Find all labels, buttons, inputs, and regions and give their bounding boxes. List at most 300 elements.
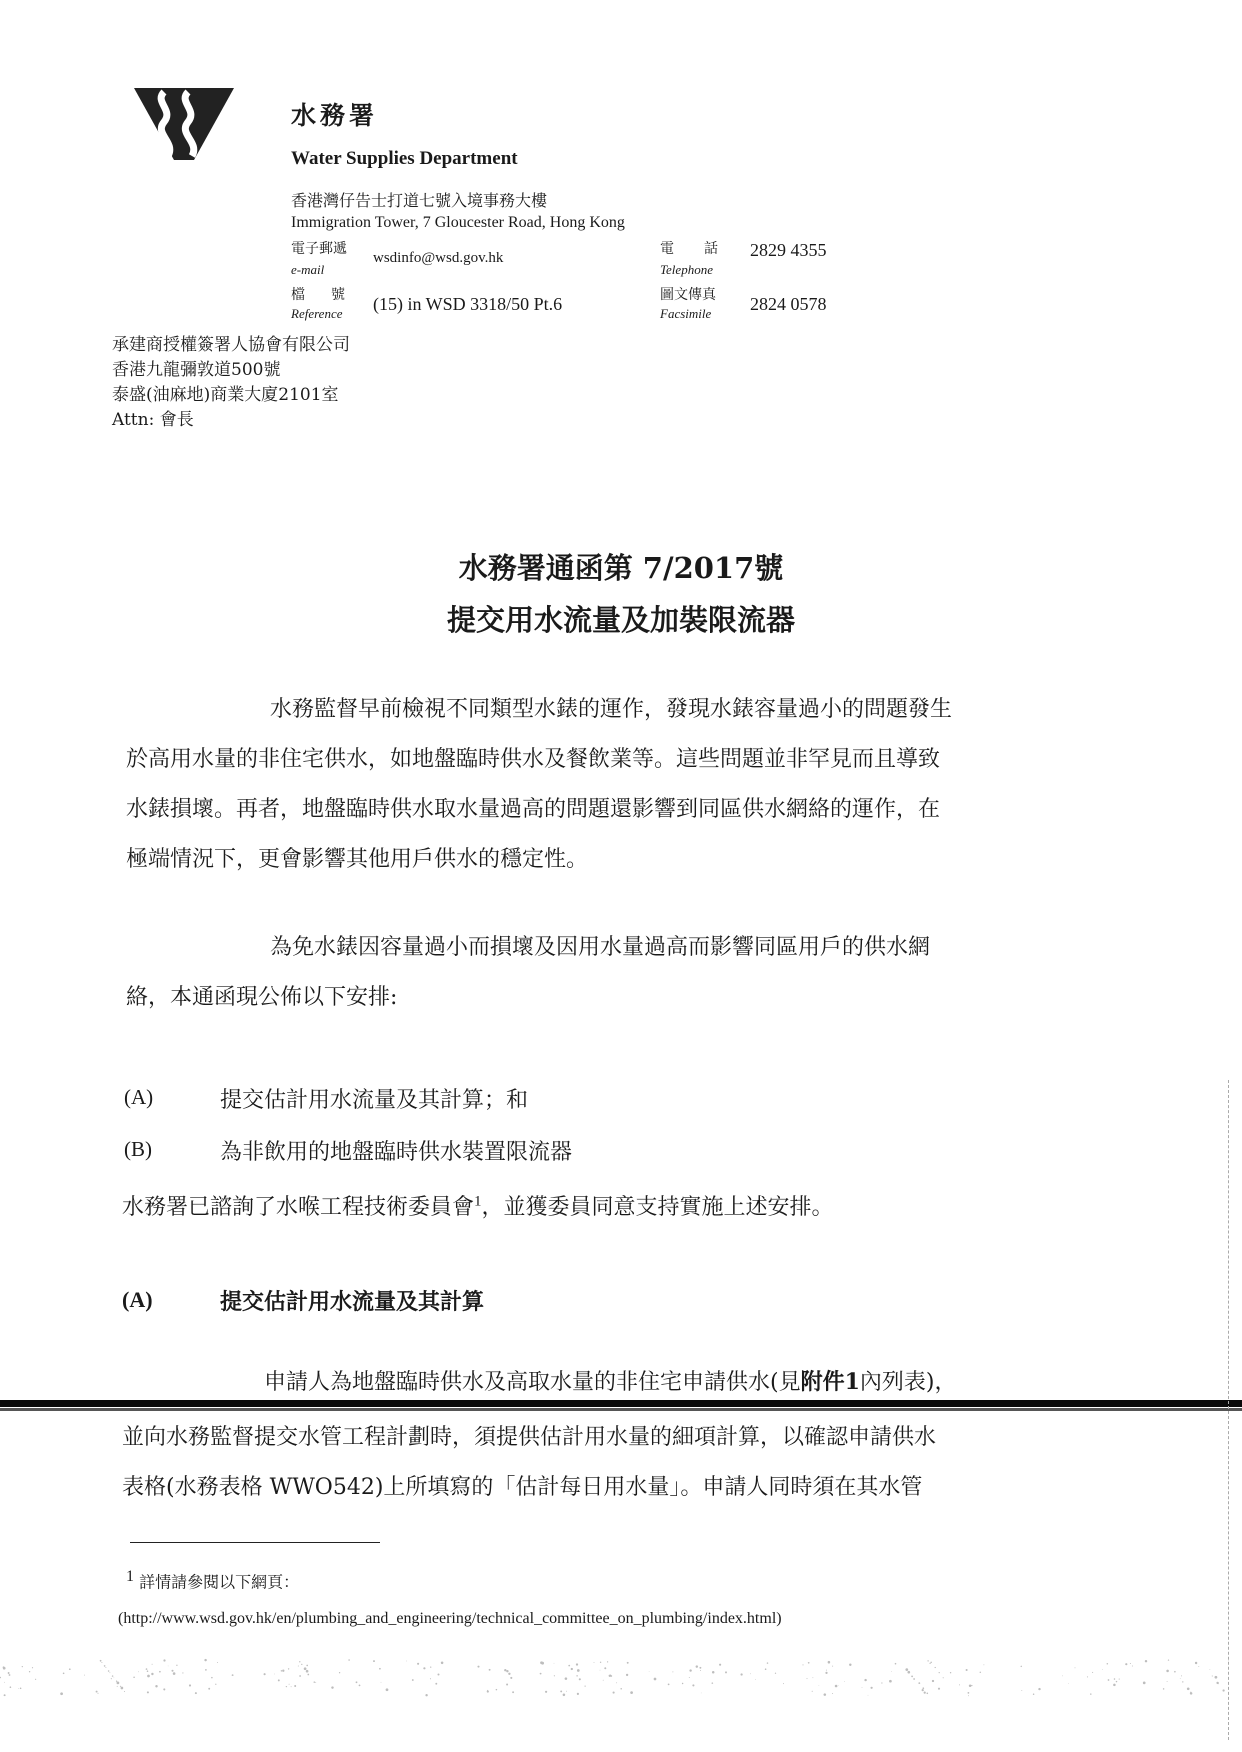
noise-dot — [307, 1674, 309, 1676]
noise-dot — [938, 1688, 940, 1690]
noise-dot — [504, 1669, 506, 1671]
noise-dot — [232, 1674, 234, 1676]
noise-dot — [69, 1668, 71, 1670]
telephone-value: 2829 4355 — [750, 240, 827, 260]
noise-dot — [929, 1663, 930, 1664]
noise-dot — [1119, 1679, 1120, 1680]
noise-dot — [775, 1673, 776, 1674]
address-zh: 香港灣仔告士打道七號入境事務大樓 — [291, 191, 548, 210]
footnote-text: 詳情請參閱以下網頁： — [139, 1572, 300, 1592]
noise-dot — [806, 1678, 807, 1679]
noise-dot — [1222, 1689, 1224, 1691]
paragraph-1-line: 水務監督早前檢視不同類型水錶的運作，發現水錶容量過小的問題發生 — [270, 697, 953, 722]
noise-dot — [117, 1682, 120, 1685]
noise-dot — [124, 1691, 125, 1692]
noise-dot — [111, 1678, 112, 1679]
noise-dot — [1038, 1688, 1040, 1690]
noise-dot — [1116, 1681, 1117, 1682]
fax-value: 2824 0578 — [750, 294, 827, 314]
noise-dot — [506, 1683, 508, 1685]
noise-dot — [96, 1691, 98, 1693]
footnote-divider — [130, 1542, 380, 1543]
noise-dot — [1132, 1666, 1133, 1667]
reference-value: (15) in WSD 3318/50 Pt.6 — [373, 294, 563, 314]
noise-dot — [294, 1685, 296, 1687]
department-name-en: Water Supplies Department — [291, 148, 518, 169]
noise-dot — [824, 1693, 827, 1696]
noise-dot — [540, 1673, 542, 1675]
noise-dot — [1075, 1667, 1076, 1668]
addressee-line: 泰盛(油麻地)商業大廈2101室 — [112, 385, 339, 405]
noise-dot — [913, 1678, 915, 1680]
noise-dot — [844, 1681, 845, 1682]
noise-dot — [849, 1664, 851, 1666]
noise-dot — [10, 1686, 12, 1688]
noise-dot — [627, 1662, 629, 1664]
noise-dot — [870, 1687, 872, 1689]
noise-dot — [110, 1672, 111, 1673]
wsd-logo — [134, 88, 234, 160]
noise-dot — [826, 1670, 827, 1671]
noise-dot — [864, 1679, 866, 1681]
noise-dot — [755, 1679, 756, 1680]
noise-dot — [356, 1681, 358, 1683]
noise-dot — [862, 1687, 863, 1688]
noise-dot — [838, 1685, 839, 1686]
footnote-reference[interactable]: 1 — [474, 1193, 482, 1210]
section-a-letter: (A) — [122, 1287, 153, 1312]
noise-dot — [306, 1670, 309, 1673]
noise-dot — [560, 1690, 562, 1692]
noise-dot — [835, 1685, 838, 1688]
noise-dot — [512, 1691, 514, 1693]
noise-dot — [430, 1678, 431, 1679]
noise-dot — [819, 1685, 820, 1686]
noise-dot — [922, 1689, 924, 1691]
department-name-zh: 水務署 — [291, 101, 379, 130]
noise-dot — [147, 1670, 149, 1672]
fax-label-en: Facsimile — [660, 306, 712, 321]
noise-dot — [613, 1692, 615, 1694]
noise-dot — [105, 1667, 106, 1668]
noise-dot — [1143, 1682, 1146, 1685]
noise-dot — [204, 1659, 206, 1661]
noise-dot — [585, 1686, 586, 1687]
noise-dot — [117, 1686, 118, 1687]
noise-dot — [278, 1679, 280, 1681]
noise-dot — [1168, 1659, 1169, 1660]
telephone-label-en: Telephone — [660, 262, 713, 277]
noise-dot — [577, 1693, 579, 1695]
noise-dot — [604, 1667, 606, 1669]
address-en: Immigration Tower, 7 Gloucester Road, Hong Kong — [291, 214, 625, 231]
paragraph-1-line: 極端情況下，更會影響其他用戶供水的穩定性。 — [126, 847, 589, 872]
noise-dot — [725, 1671, 727, 1673]
circular-title: 水務署通函第 7/2017號 — [458, 551, 784, 585]
noise-dot — [610, 1675, 612, 1677]
noise-dot — [654, 1678, 657, 1681]
noise-dot — [966, 1669, 968, 1671]
noise-dot — [412, 1679, 414, 1681]
noise-dot — [97, 1693, 98, 1694]
noise-dot — [104, 1665, 106, 1667]
noise-dot — [905, 1668, 908, 1671]
noise-dot — [359, 1685, 361, 1687]
noise-dot — [576, 1675, 577, 1676]
noise-dot — [1145, 1660, 1147, 1662]
noise-dot — [114, 1677, 115, 1678]
noise-dot — [168, 1666, 169, 1667]
noise-dot — [1174, 1671, 1176, 1673]
noise-dot — [205, 1669, 207, 1671]
noise-dot — [301, 1664, 302, 1665]
noise-dot — [1210, 1669, 1211, 1670]
list-item-letter: (A) — [124, 1085, 154, 1109]
noise-dot — [939, 1672, 940, 1673]
noise-dot — [1114, 1678, 1116, 1680]
noise-dot — [22, 1666, 23, 1667]
noise-dot — [1218, 1683, 1219, 1684]
noise-dot — [1107, 1663, 1109, 1665]
noise-dot — [1181, 1675, 1182, 1676]
noise-dot — [980, 1672, 981, 1673]
annex-reference: 附件1 — [800, 1369, 860, 1395]
noise-dot — [417, 1663, 419, 1665]
noise-dot — [315, 1682, 316, 1683]
noise-dot — [487, 1690, 489, 1692]
noise-dot — [943, 1677, 944, 1678]
fax-label-zh: 圖文傳真 — [660, 287, 716, 303]
noise-dot — [767, 1662, 768, 1663]
noise-dot — [689, 1669, 691, 1671]
noise-dot — [116, 1681, 117, 1682]
noise-dot — [813, 1677, 814, 1678]
paragraph-4-text: 申請人為地盤臨時供水及高取水量的非住宅申請供水(見 — [264, 1370, 801, 1395]
noise-dot — [868, 1695, 869, 1696]
noise-dot — [554, 1675, 555, 1676]
noise-dot — [918, 1682, 920, 1684]
noise-dot — [1087, 1676, 1088, 1677]
noise-dot — [699, 1667, 701, 1669]
noise-dot — [112, 1675, 113, 1676]
noise-dot — [121, 1687, 124, 1690]
noise-dot — [672, 1671, 673, 1672]
paragraph-4-text: 內列表)， — [859, 1370, 957, 1395]
noise-dot — [182, 1672, 183, 1673]
noise-dot — [1102, 1669, 1103, 1670]
noise-dot — [600, 1662, 601, 1663]
noise-dot — [689, 1677, 690, 1678]
noise-dot — [924, 1692, 926, 1694]
noise-dot — [571, 1668, 573, 1670]
noise-dot — [151, 1673, 153, 1675]
noise-dot — [889, 1680, 892, 1683]
noise-dot — [159, 1671, 161, 1673]
noise-dot — [600, 1670, 601, 1671]
noise-dot — [740, 1673, 742, 1675]
noise-dot — [568, 1665, 570, 1667]
noise-dot — [306, 1665, 308, 1667]
noise-dot — [1187, 1687, 1190, 1690]
noise-dot — [101, 1662, 102, 1663]
email-value: wsdinfo@wsd.gov.hk — [373, 250, 504, 266]
noise-dot — [32, 1667, 33, 1668]
noise-dot — [163, 1688, 165, 1690]
noise-dot — [379, 1668, 381, 1670]
noise-dot — [1198, 1666, 1199, 1667]
noise-dot — [163, 1659, 165, 1661]
noise-dot — [620, 1688, 622, 1690]
list-item-letter: (B) — [124, 1137, 152, 1161]
scan-noise — [0, 1658, 1242, 1698]
noise-dot — [173, 1672, 176, 1675]
noise-dot — [968, 1695, 969, 1696]
noise-dot — [120, 1686, 121, 1687]
noise-dot — [682, 1683, 683, 1684]
noise-dot — [8, 1672, 10, 1674]
noise-dot — [430, 1666, 431, 1667]
noise-dot — [1180, 1678, 1181, 1679]
noise-dot — [289, 1684, 290, 1685]
noise-dot — [712, 1671, 715, 1674]
noise-dot — [506, 1670, 508, 1672]
noise-dot — [577, 1669, 580, 1672]
noise-dot — [147, 1675, 150, 1678]
addressee-line: Attn: 會長 — [112, 410, 194, 430]
noise-dot — [696, 1665, 698, 1667]
noise-dot — [373, 1660, 375, 1662]
noise-dot — [63, 1672, 65, 1674]
noise-dot — [1167, 1681, 1168, 1682]
noise-dot — [437, 1673, 439, 1675]
noise-dot — [968, 1692, 970, 1694]
noise-dot — [832, 1693, 833, 1694]
noise-dot — [603, 1680, 604, 1681]
reference-label-en: Reference — [291, 306, 343, 321]
noise-dot — [4, 1694, 6, 1696]
noise-dot — [152, 1664, 153, 1665]
noise-dot — [983, 1664, 984, 1665]
noise-dot — [435, 1683, 437, 1685]
list-item-text: 提交估計用水流量及其計算；和 — [220, 1088, 529, 1113]
noise-dot — [969, 1684, 972, 1687]
noise-dot — [825, 1672, 827, 1674]
noise-dot — [1090, 1693, 1091, 1694]
noise-dot — [282, 1670, 284, 1672]
noise-dot — [554, 1663, 555, 1664]
noise-dot — [496, 1689, 498, 1691]
noise-dot — [264, 1673, 266, 1675]
footnote — [126, 1568, 299, 1592]
paragraph-2-line: 為免水錶因容量過小而損壞及因用水量過高而影響同區用戶的供水網 — [270, 935, 931, 960]
noise-dot — [1166, 1670, 1169, 1673]
noise-dot — [765, 1668, 767, 1670]
paragraph-1-line: 水錶損壞。再者，地盤臨時供水取水量過高的問題還影響到同區供水網絡的運作，在 — [126, 797, 941, 822]
noise-dot — [668, 1684, 670, 1686]
noise-dot — [489, 1669, 491, 1671]
noise-dot — [425, 1694, 427, 1696]
noise-dot — [895, 1663, 897, 1665]
paragraph-4-line: 表格(水務表格 WWO542)上所填寫的「估計每日用水量」。申請人同時須在其水管 — [122, 1475, 923, 1500]
paragraph-3-text: ，並獲委員同意支持實施上述安排。 — [481, 1195, 834, 1220]
paragraph-3-text: 水務署已諮詢了水喉工程技術委員會 — [122, 1195, 475, 1220]
noise-dot — [1125, 1663, 1127, 1665]
noise-dot — [288, 1668, 289, 1669]
noise-dot — [1130, 1663, 1131, 1664]
noise-dot — [281, 1670, 282, 1671]
scan-artifact-shadow — [0, 1408, 1242, 1411]
noise-dot — [932, 1680, 934, 1682]
noise-dot — [406, 1661, 407, 1662]
paragraph-2-line: 絡，本通函現公佈以下安排: — [126, 985, 398, 1010]
noise-dot — [286, 1686, 287, 1687]
noise-dot — [1163, 1688, 1165, 1690]
noise-dot — [314, 1681, 316, 1683]
noise-dot — [477, 1666, 479, 1668]
telephone-label-zh: 電 話 — [660, 241, 726, 257]
circular-subtitle: 提交用水流量及加裝限流器 — [446, 603, 795, 637]
noise-dot — [935, 1667, 936, 1668]
noise-dot — [147, 1691, 149, 1693]
addressee-line: 香港九龍彌敦道500號 — [112, 360, 281, 380]
noise-dot — [208, 1688, 210, 1690]
noise-dot — [828, 1661, 831, 1664]
noise-dot — [60, 1692, 63, 1695]
noise-dot — [812, 1691, 813, 1692]
noise-dot — [1113, 1684, 1116, 1687]
noise-dot — [176, 1665, 177, 1666]
noise-dot — [3, 1667, 6, 1670]
noise-dot — [832, 1666, 833, 1667]
noise-dot — [750, 1673, 751, 1674]
noise-dot — [1021, 1690, 1022, 1691]
noise-dot — [155, 1685, 157, 1687]
noise-dot — [783, 1683, 784, 1684]
noise-dot — [1092, 1672, 1093, 1673]
noise-dot — [891, 1671, 892, 1672]
noise-dot — [579, 1678, 581, 1680]
noise-dot — [1215, 1676, 1218, 1679]
noise-dot — [1195, 1662, 1197, 1664]
page-edge-line — [1228, 1080, 1231, 1740]
noise-dot — [692, 1684, 694, 1686]
noise-dot — [927, 1660, 928, 1661]
paragraph-4-line: 並向水務監督提交水管工程計劃時，須提供估計用水量的細項計算，以確認申請供水 — [122, 1425, 937, 1450]
noise-dot — [922, 1687, 924, 1689]
email-label-zh: 電子郵遞 — [291, 241, 347, 257]
noise-dot — [1033, 1694, 1034, 1695]
noise-dot — [540, 1661, 543, 1664]
noise-dot — [84, 1675, 85, 1676]
noise-dot — [20, 1688, 22, 1690]
noise-dot — [9, 1674, 11, 1676]
noise-dot — [0, 1677, 1, 1679]
noise-dot — [1062, 1676, 1063, 1677]
noise-dot — [607, 1661, 608, 1662]
noise-dot — [133, 1676, 135, 1678]
noise-dot — [971, 1685, 972, 1686]
noise-dot — [35, 1679, 36, 1680]
noise-dot — [195, 1692, 197, 1694]
noise-dot — [304, 1667, 307, 1670]
noise-dot — [298, 1666, 299, 1667]
noise-dot — [510, 1677, 512, 1679]
noise-dot — [545, 1691, 547, 1693]
noise-dot — [423, 1667, 425, 1669]
noise-dot — [594, 1662, 595, 1663]
noise-dot — [808, 1662, 810, 1664]
reference-label-zh: 檔 號 — [291, 287, 351, 303]
email-label-en: e-mail — [291, 262, 325, 277]
noise-dot — [1068, 1683, 1069, 1684]
noise-dot — [576, 1663, 578, 1665]
noise-dot — [217, 1662, 218, 1663]
noise-dot — [701, 1693, 702, 1694]
paragraph-4-line — [264, 1365, 957, 1396]
noise-dot — [1108, 1679, 1110, 1681]
noise-dot — [927, 1693, 929, 1695]
noise-dot — [907, 1671, 910, 1674]
noise-dot — [291, 1686, 292, 1687]
noise-dot — [171, 1670, 173, 1672]
noise-dot — [381, 1682, 382, 1683]
noise-dot — [441, 1662, 444, 1665]
noise-dot — [719, 1664, 721, 1666]
noise-dot — [508, 1673, 510, 1675]
noise-dot — [211, 1677, 213, 1679]
paragraph-3 — [122, 1190, 834, 1221]
noise-dot — [18, 1688, 19, 1689]
noise-dot — [146, 1668, 148, 1670]
noise-dot — [565, 1677, 568, 1680]
footnote-link[interactable]: (http://www.wsd.gov.hk/en/plumbing_and_engineering/technical_committee_on_plumbing/index.html) — [118, 1610, 782, 1627]
noise-dot — [930, 1662, 931, 1663]
noise-dot — [299, 1675, 301, 1677]
noise-dot — [950, 1672, 951, 1673]
noise-dot — [1021, 1666, 1022, 1667]
noise-dot — [29, 1671, 30, 1672]
addressee-line: 承建商授權簽署人協會有限公司 — [112, 335, 350, 355]
noise-dot — [911, 1675, 913, 1677]
section-a-title: 提交估計用水流量及其計算 — [220, 1289, 485, 1315]
noise-dot — [700, 1670, 701, 1671]
noise-dot — [1212, 1675, 1213, 1676]
noise-dot — [566, 1691, 567, 1692]
noise-dot — [138, 1671, 139, 1672]
noise-dot — [630, 1691, 633, 1694]
noise-dot — [4, 1682, 5, 1683]
noise-dot — [959, 1684, 960, 1685]
noise-dot — [881, 1682, 882, 1683]
scan-artifact-bar — [0, 1400, 1242, 1407]
noise-dot — [274, 1674, 275, 1675]
noise-dot — [100, 1660, 102, 1662]
list-item-text: 為非飲用的地盤臨時供水裝置限流器 — [220, 1140, 573, 1165]
noise-dot — [563, 1694, 566, 1697]
noise-dot — [331, 1686, 333, 1688]
noise-dot — [348, 1659, 350, 1661]
noise-dot — [386, 1688, 389, 1691]
paragraph-1-line: 於高用水量的非住宅供水，如地盤臨時供水及餐飲業等。這些問題並非罕見而且導致 — [126, 747, 941, 772]
noise-dot — [339, 1672, 340, 1673]
noise-dot — [1190, 1692, 1191, 1693]
noise-dot — [616, 1682, 617, 1683]
footnote-mark: 1 — [126, 1568, 134, 1585]
noise-dot — [626, 1674, 628, 1676]
noise-dot — [108, 1670, 110, 1672]
addressee-block — [112, 333, 350, 433]
noise-dot — [215, 1684, 216, 1685]
